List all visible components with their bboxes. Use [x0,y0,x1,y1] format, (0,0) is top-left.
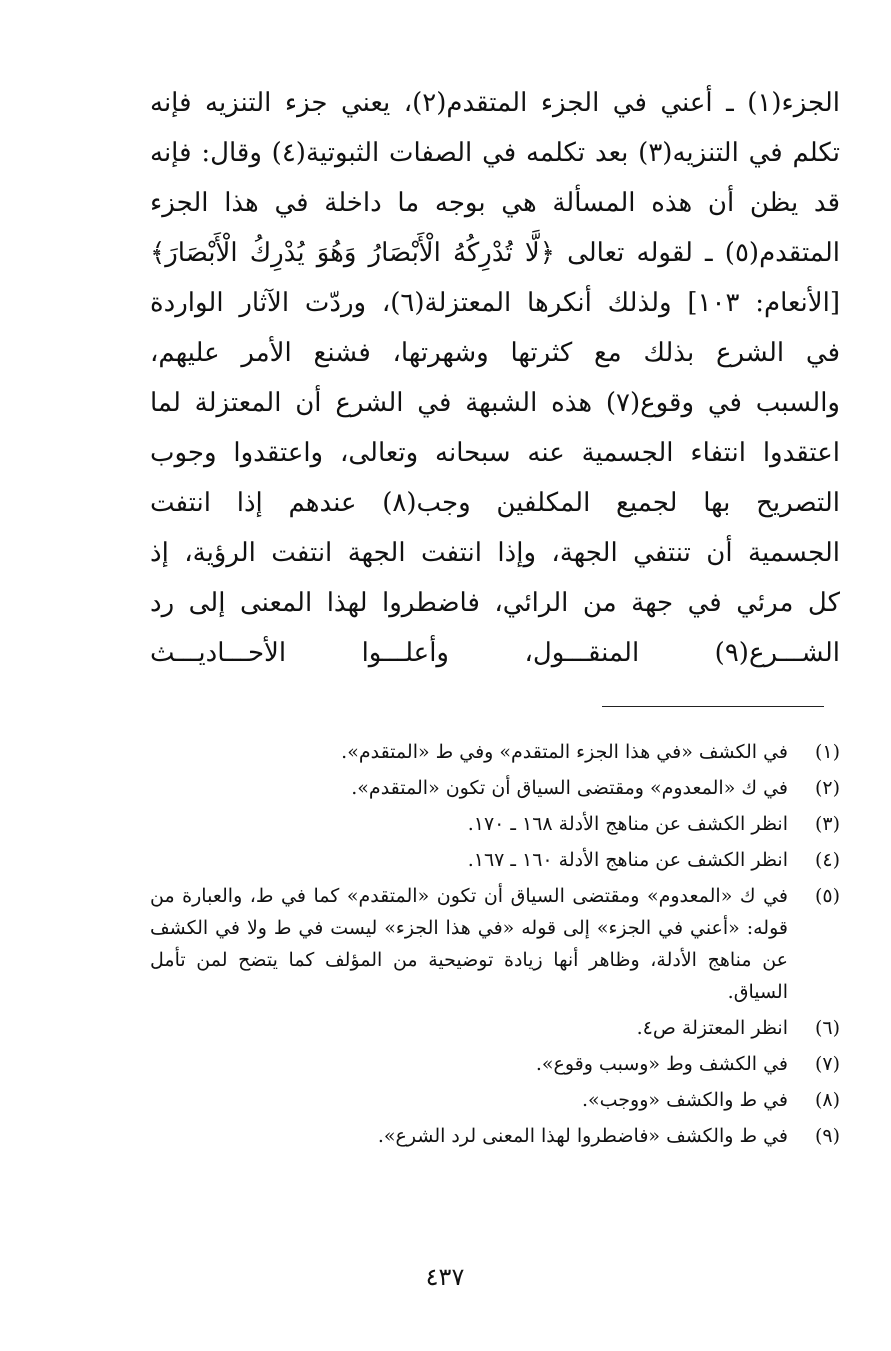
footnote [150,808,840,840]
text-line: الجسمية أن تنتفي الجهة، وإذا انتفت الجهة انتفت الرؤية، إذ [150,538,840,568]
footnote-line: عن مناهج الأدلة، وظاهر أنها زيادة توضيحية من المؤلف كما يتضح لمن تأمل [150,949,788,971]
footnote-line: في ط والكشف «فاضطروا لهذا المعنى لرد الشرع». [377,1125,788,1147]
footnote-line: في الكشف وط «وسبب وقوع». [535,1053,788,1075]
text-line: التصريح بها لجميع المكلفين وجب(٨) عندهم إذا انتفت [150,488,840,518]
footnote-text [150,808,788,840]
footnote-text [150,736,788,768]
footnote-text [150,1120,788,1152]
footnote [150,772,840,804]
footnote-line: قوله: «أعني في الجزء» إلى قوله «في هذا الجزء» ليست في ط ولا في الكشف [150,917,788,939]
footnote-text [150,1012,788,1044]
text-line: كل مرئي في جهة من الرائي، فاضطروا لهذا المعنى إلى رد [150,588,840,618]
text-line: الشـــرع(٩) المنقـــول، وأعلـــوا الأحـــاديـــث [150,638,840,668]
footnote-number: (٧) [814,1053,840,1075]
footnote-line: انظر الكشف عن مناهج الأدلة ١٦٠ ـ ١٦٧. [467,849,788,871]
footnote-number: (٣) [814,813,840,835]
text-line: تكلم في التنزيه(٣) بعد تكلمه في الصفات الثبوتية(٤) وقال: فإنه [150,138,840,168]
footnote-text [150,1084,788,1116]
footnote-line: في الكشف «في هذا الجزء المتقدم» وفي ط «المتقدم». [341,741,788,763]
footnote-line: في ط والكشف «ووجب». [581,1089,788,1111]
footnote-number: (٦) [814,1017,840,1039]
text-line: والسبب في وقوع(٧) هذه الشبهة في الشرع أن المعتزلة لما [150,388,840,418]
text-line: اعتقدوا انتفاء الجسمية عنه سبحانه وتعالى، واعتقدوا وجوب [150,438,840,468]
footnote-number: (٤) [814,849,840,871]
footnote-text [150,1048,788,1080]
footnote-number: (٥) [814,885,840,907]
footnote-divider [602,706,824,707]
footnote-text [150,772,788,804]
footnote [150,1048,840,1080]
footnote [150,1012,840,1044]
footnote-line: انظر الكشف عن مناهج الأدلة ١٦٨ ـ ١٧٠. [467,813,788,835]
footnote-number: (٨) [814,1089,840,1111]
text-line: في الشرع بذلك مع كثرتها وشهرتها، فشنع الأمر عليهم، [150,338,840,368]
main-text [150,78,840,678]
footnote-number: (٢) [814,777,840,799]
footnote-line: السياق. [727,981,788,1003]
text-line: قد يظن أن هذه المسألة هي بوجه ما داخلة في هذا الجزء [150,188,840,218]
footnote [150,1120,840,1152]
footnote-text [150,844,788,876]
footnote-number: (١) [814,741,840,763]
footnote-text [150,880,788,1008]
page-number: ٤٣٧ [425,1263,465,1291]
footnote-line: في ك «المعدوم» ومقتضى السياق أن تكون «المتقدم». [351,777,788,799]
text-line: [الأنعام: ١٠٣] ولذلك أنكرها المعتزلة(٦)، وردّت الآثار الواردة [150,288,840,318]
footnote-line: انظر المعتزلة ص٤. [636,1017,788,1039]
text-line: المتقدم(٥) ـ لقوله تعالى ﴿لَّا تُدْرِكُهُ الْأَبْصَارُ وَهُوَ يُدْرِكُ الْأَبْصَارَ﴾ [150,238,840,268]
footnotes [150,736,840,1156]
footnote [150,736,840,768]
text-line: الجزء(١) ـ أعني في الجزء المتقدم(٢)، يعني جزء التنزيه فإنه [150,88,840,118]
footnote-number: (٩) [814,1125,840,1147]
footnote [150,844,840,876]
footnote-line: في ك «المعدوم» ومقتضى السياق أن تكون «المتقدم» كما في ط، والعبارة من [150,885,788,907]
footnote [150,880,840,1008]
footnote [150,1084,840,1116]
